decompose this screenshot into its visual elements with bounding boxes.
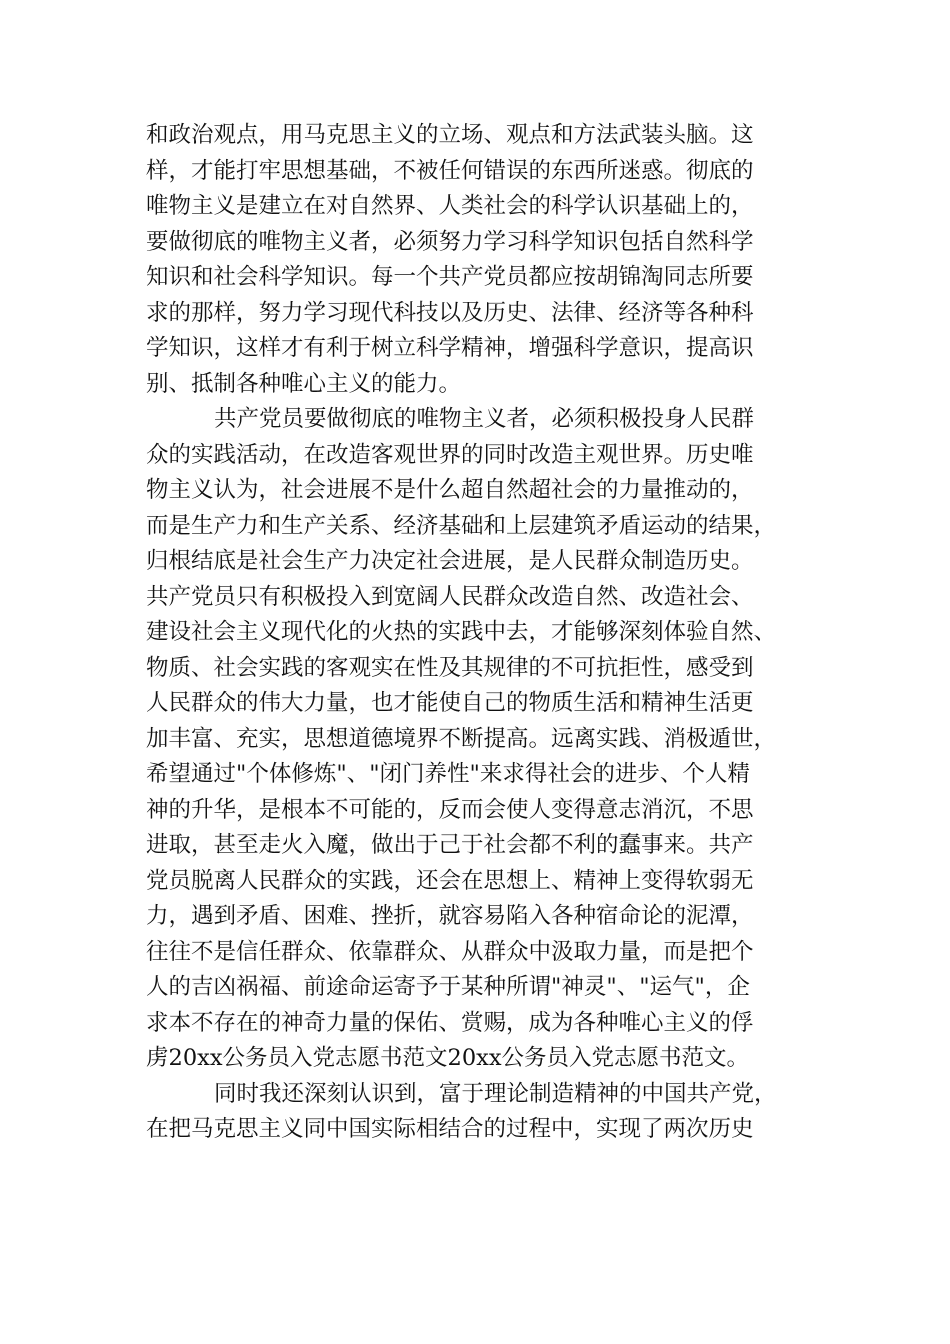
text-line: 求的那样，努力学习现代科技以及历史、法律、经济等各种科 [146, 299, 754, 326]
text-line: 物质、社会实践的客观实在性及其规律的不可抗拒性，感受到 [146, 654, 754, 681]
paragraph-start-line: 共产党员要做彻底的唯物主义者，必须积极投身人民群 [214, 406, 755, 432]
text-line: 往往不是信任群众、依靠群众、从群众中汲取力量，而是把个 [146, 938, 754, 965]
text-line: 力，遇到矛盾、困难、挫折，就容易陷入各种宿命论的泥潭， [146, 903, 754, 929]
text-line: 进取，甚至走火入魔，做出于己于社会都不利的蠢事来。共产 [146, 832, 754, 858]
text-line: 建设社会主义现代化的火热的实践中去，才能够深刻体验自然、 [146, 619, 777, 645]
text-line: 知识和社会科学知识。每一个共产党员都应按胡锦淘同志所要 [146, 264, 754, 290]
text-line: 希望通过"个体修炼"、"闭门养性"来求得社会的进步、个人精 [146, 761, 750, 787]
text-line: 人的吉凶祸福、前途命运寄予于某种所谓"神灵"、"运气"，企 [146, 974, 750, 1000]
text-line: 共产党员只有积极投入到宽阔人民群众改造自然、改造社会、 [146, 583, 754, 610]
text-line: 唯物主义是建立在对自然界、人类社会的科学认识基础上的， [146, 193, 754, 219]
text-line: 神的升华，是根本不可能的，反而会使人变得意志消沉，不思 [146, 796, 754, 823]
text-line: 众的实践活动，在改造客观世界的同时改造主观世界。历史唯 [146, 441, 754, 468]
body-text [146, 118, 806, 1148]
text-line: 虏20xx公务员入党志愿书范文20xx公务员入党志愿书范文。 [146, 1045, 750, 1071]
text-line: 加丰富、充实，思想道德境界不断提高。远离实践、消极遁世， [146, 725, 777, 752]
text-line: 党员脱离人民群众的实践，还会在思想上、精神上变得软弱无 [146, 867, 754, 894]
text-line: 和政治观点，用马克思主义的立场、观点和方法武装头脑。这 [146, 122, 754, 148]
text-line: 别、抵制各种唯心主义的能力。 [146, 370, 462, 397]
text-line: 物主义认为，社会进展不是什么超自然超社会的力量推动的， [146, 477, 754, 503]
text-line: 人民群众的伟大力量，也才能使自己的物质生活和精神生活更 [146, 690, 754, 716]
text-line: 在把马克思主义同中国实际相结合的过程中，实现了两次历史 [146, 1116, 754, 1142]
paragraph-start-line: 同时我还深刻认识到，富于理论制造精神的中国共产党， [214, 1080, 777, 1107]
text-line: 样，才能打牢思想基础，不被任何错误的东西所迷惑。彻底的 [146, 157, 754, 184]
text-line: 而是生产力和生产关系、经济基础和上层建筑矛盾运动的结果， [146, 512, 777, 539]
text-line: 求本不存在的神奇力量的保佑、赏赐，成为各种唯心主义的俘 [146, 1009, 754, 1036]
text-line: 学知识，这样才有利于树立科学精神，增强科学意识，提高识 [146, 335, 754, 361]
text-line: 要做彻底的唯物主义者，必须努力学习科学知识包括自然科学 [146, 228, 754, 255]
text-line: 归根结底是社会生产力决定社会进展，是人民群众制造历史。 [146, 548, 754, 574]
